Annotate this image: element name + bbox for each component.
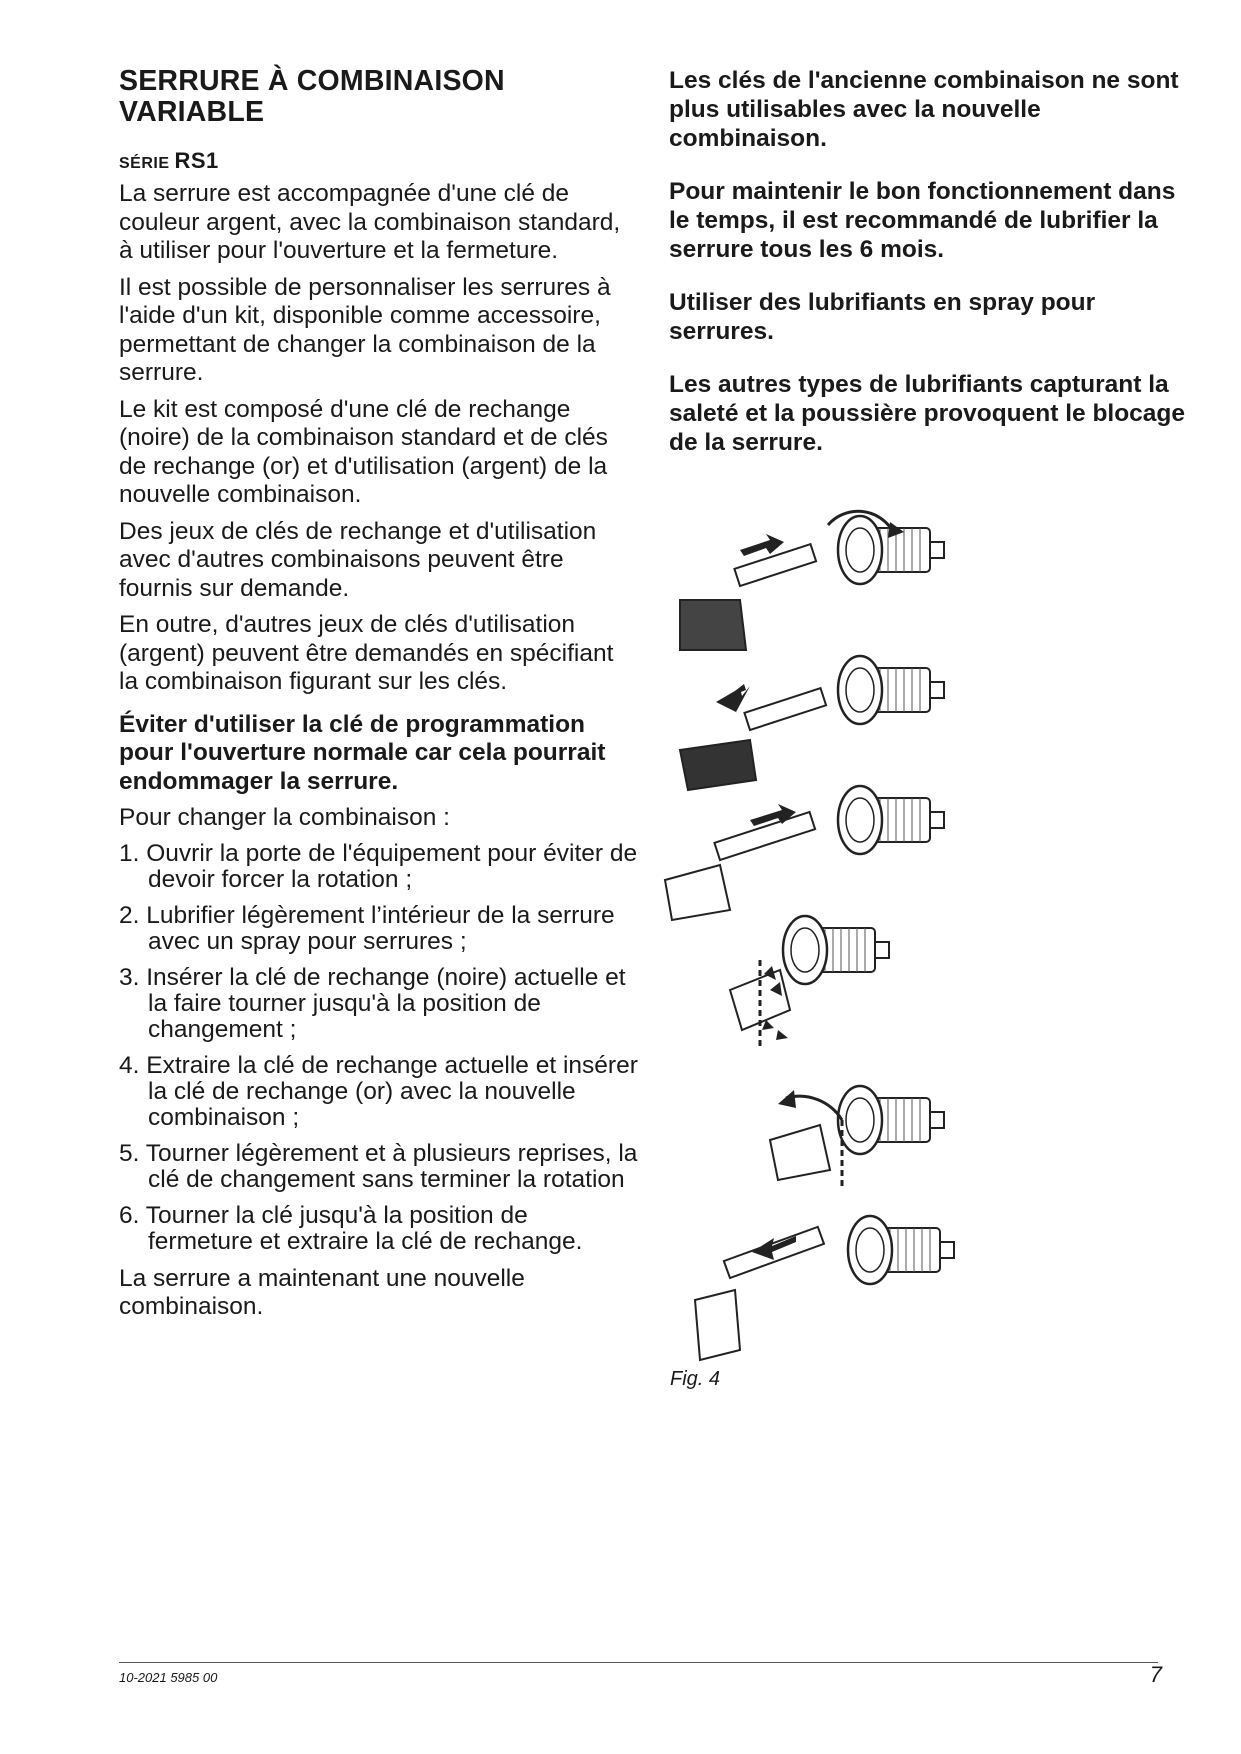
steps-list bbox=[119, 841, 639, 1255]
paragraph: Il est possible de personnaliser les serrures à l'aide d'un kit, disponible comme accessoire, permettant de changer la combinaison de la serrure. bbox=[119, 273, 611, 386]
step-illustration-4 bbox=[730, 916, 889, 1050]
paragraph: Le kit est composé d'une clé de rechange (noire) de la combinaison standard et de clés de rechange (or) et d'utilisation (argent) de la nouvelle combinaison. bbox=[119, 395, 608, 508]
left-column bbox=[119, 66, 639, 1330]
document-code: 10-2021 5985 00 bbox=[119, 1670, 218, 1685]
note: Les autres types de lubrifiants capturant la saleté et la poussière provoquent le blocage de la serrure. bbox=[669, 371, 1186, 456]
note: Les clés de l'ancienne combinaison ne sont plus utilisables avec la nouvelle combinaison. bbox=[669, 67, 1179, 152]
section-title: SERRURE À COMBINAISON VARIABLE bbox=[119, 65, 505, 128]
series-label bbox=[119, 148, 639, 174]
right-column bbox=[669, 66, 1189, 481]
step-item: 4. Extraire la clé de rechange actuelle et insérer la clé de rechange (or) avec la nouvelle combinaison ; bbox=[119, 1051, 638, 1131]
step-illustration-3 bbox=[665, 786, 944, 920]
series-name: RS1 bbox=[174, 148, 219, 173]
note: Utiliser des lubrifiants en spray pour serrures. bbox=[669, 289, 1096, 345]
paragraph: La serrure est accompagnée d'une clé de couleur argent, avec la combinaison standard, à utiliser pour l'ouverture et la fermeture. bbox=[119, 180, 621, 264]
warning-text: Éviter d'utiliser la clé de programmation pour l'ouverture normale car cela pourrait endommager la serrure. bbox=[119, 710, 606, 795]
lock-key-illustration bbox=[660, 490, 1000, 1390]
step-item: 3. Insérer la clé de rechange (noire) actuelle et la faire tourner jusqu'à la position de changement ; bbox=[119, 963, 626, 1043]
step-illustration-1 bbox=[680, 511, 944, 650]
step-illustration-2 bbox=[680, 656, 944, 790]
footer-divider bbox=[119, 1662, 1158, 1663]
paragraph: En outre, d'autres jeux de clés d'utilisation (argent) peuvent être demandés en spécifiant la combinaison figurant sur les clés. bbox=[119, 611, 614, 695]
step-item: 2. Lubrifier légèrement l’intérieur de la serrure avec un spray pour serrures ; bbox=[119, 901, 615, 955]
body-text bbox=[119, 180, 639, 1322]
step-item: 1. Ouvrir la porte de l'équipement pour éviter de devoir forcer la rotation ; bbox=[119, 839, 638, 893]
note: Pour maintenir le bon fonctionnement dans le temps, il est recommandé de lubrifier la serrure tous les 6 mois. bbox=[669, 178, 1176, 263]
page-number: 7 bbox=[1149, 1662, 1162, 1687]
step-illustration-6 bbox=[695, 1216, 954, 1360]
closing-text: La serrure a maintenant une nouvelle combinaison. bbox=[119, 1264, 525, 1320]
series-prefix: SÉRIE bbox=[119, 155, 170, 172]
step-illustration-5 bbox=[770, 1086, 944, 1190]
figure-caption: Fig. 4 bbox=[670, 1368, 721, 1390]
paragraph: Des jeux de clés de rechange et d'utilisation avec d'autres combinaisons peuvent être fournis sur demande. bbox=[119, 517, 597, 602]
steps-intro: Pour changer la combinaison : bbox=[119, 804, 450, 831]
step-item: 6. Tourner la clé jusqu'à la position de fermeture et extraire la clé de rechange. bbox=[119, 1201, 583, 1255]
step-item: 5. Tourner légèrement et à plusieurs reprises, la clé de changement sans terminer la rotation bbox=[119, 1139, 638, 1193]
